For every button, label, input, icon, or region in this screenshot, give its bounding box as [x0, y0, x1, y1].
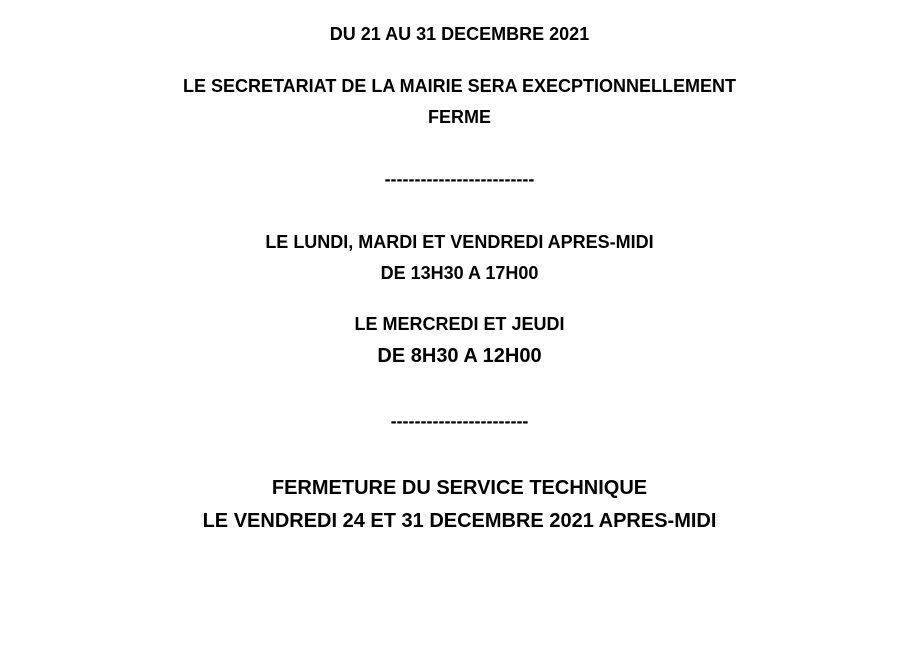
technical-service-dates: LE VENDREDI 24 ET 31 DECEMBRE 2021 APRES-MIDI	[202, 510, 717, 532]
schedule-morning-days: LE MERCREDI ET JEUDI	[354, 314, 565, 334]
separator-top: -------------------------	[384, 169, 535, 189]
secretariat-notice-line1: LE SECRETARIAT DE LA MAIRIE SERA EXECPTIONNELLEMENT	[182, 76, 737, 96]
schedule-afternoon-hours: DE 13H30 A 17H00	[380, 263, 539, 283]
technical-service-title: FERMETURE DU SERVICE TECHNIQUE	[271, 477, 648, 499]
schedule-afternoon-days: LE LUNDI, MARDI ET VENDREDI APRES-MIDI	[265, 232, 654, 252]
secretariat-notice-line2: FERME	[428, 107, 491, 127]
closure-dates: DU 21 AU 31 DECEMBRE 2021	[329, 24, 590, 44]
schedule-morning-hours: DE 8H30 A 12H00	[377, 345, 542, 367]
separator-bottom: -----------------------	[390, 411, 529, 431]
